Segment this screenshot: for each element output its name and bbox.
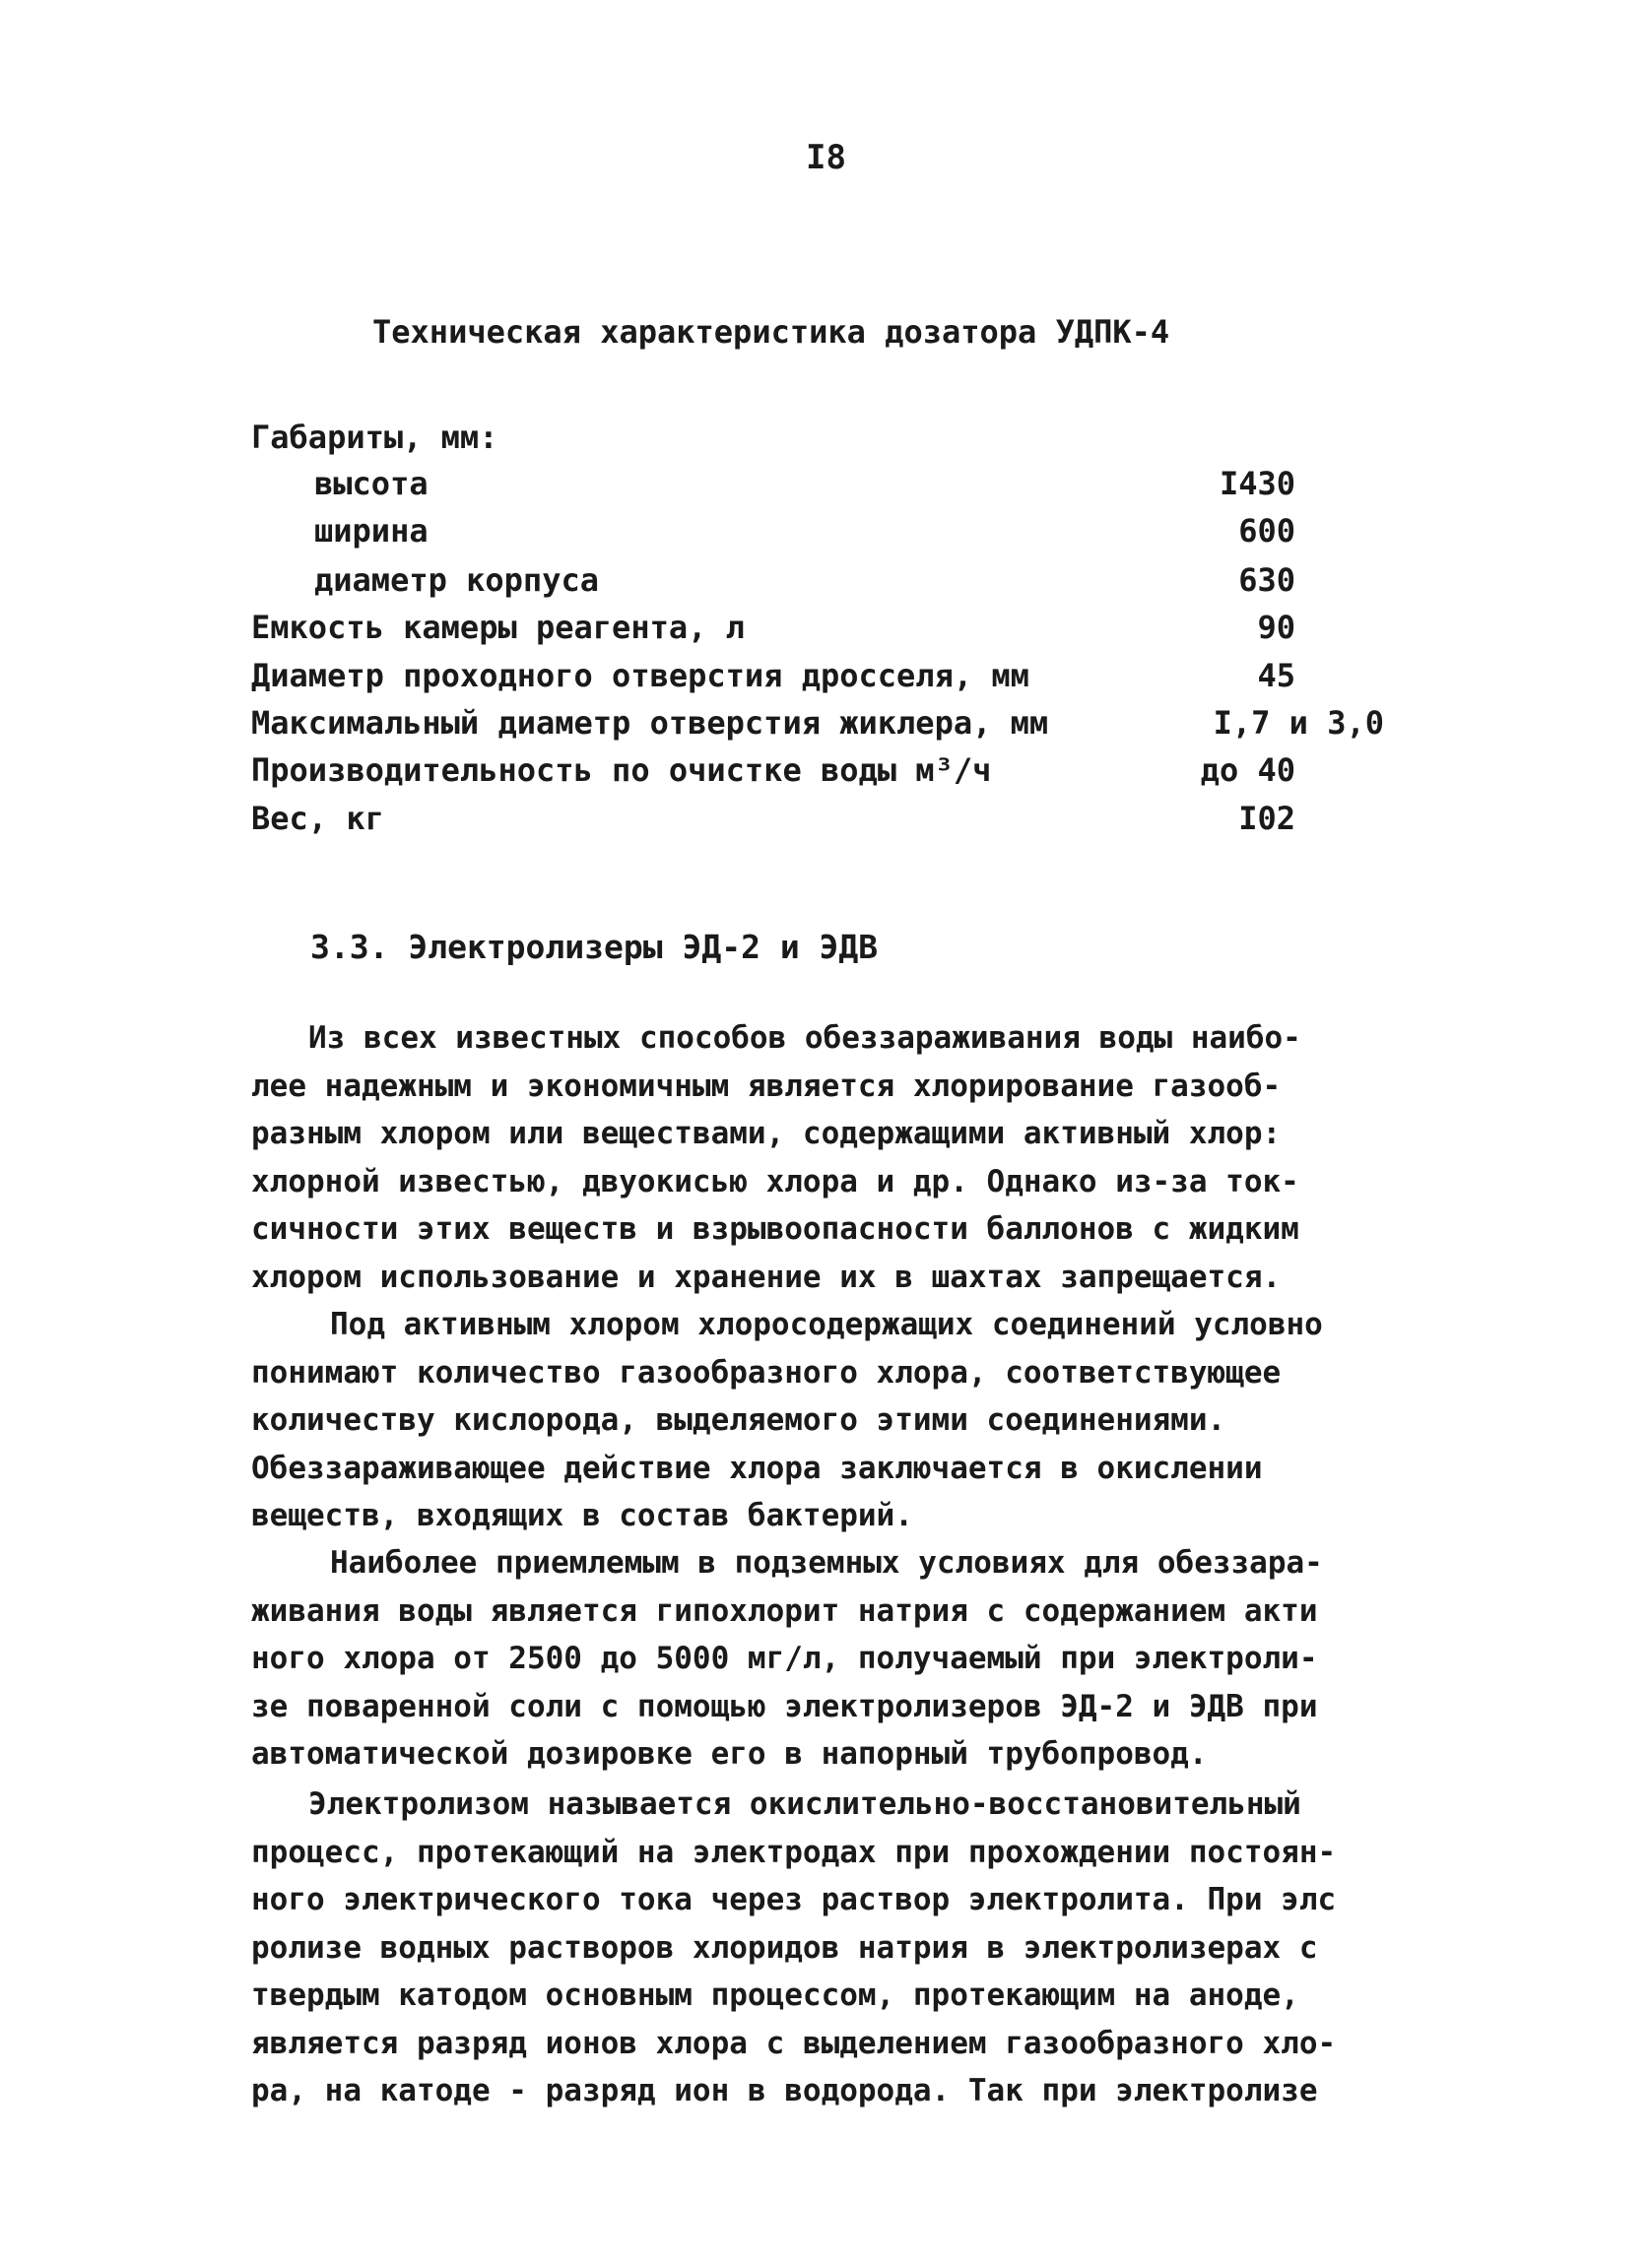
spec-label: Габариты, мм: [251,419,498,456]
paragraph-line: лее надежным и экономичным является хлорирование газооб- [251,1068,1282,1104]
paragraph-2 [251,1301,1414,1540]
spec-value: до 40 [1200,751,1295,789]
paragraph-line: зе поваренной соли с помощью электролизеров ЭД-2 и ЭДВ при [251,1688,1318,1724]
spec-row-throttle-diameter [251,657,1384,704]
spec-label: Емкость камеры реагента, л [251,609,745,646]
paragraph-line: Под активным хлором хлоросодержащих соединений условно [330,1307,1323,1342]
paragraph-line: является разряд ионов хлора с выделением газообразного хло- [251,2025,1337,2061]
paragraph-line: количеству кислорода, выделяемого этими соединениями. [251,1402,1226,1438]
paragraph-line: Обеззараживающее действие хлора заключается в окислении [251,1450,1263,1486]
spec-title: Техническая характеристика дозатора УДПК-4 [372,313,1170,351]
spec-value: 90 [1257,609,1295,646]
paragraph-line: хлором использование и хранение их в шахтах запрещается. [251,1259,1282,1295]
spec-label: Максимальный диаметр отверстия жиклера, мм [251,704,1049,742]
spec-row-dimensions [251,419,1384,466]
paragraph-line: Наиболее приемлемым в подземных условиях для обеззара- [330,1545,1323,1581]
paragraph-line: процесс, протекающий на электродах при прохождении постоян- [251,1834,1337,1870]
spec-row-jet-diameter [251,704,1384,751]
spec-label: Производительность по очистке воды м³/ч [251,751,992,789]
spec-row-width [251,512,1384,559]
paragraph-line: сичности этих веществ и взрывоопасности баллонов с жидким [251,1211,1299,1247]
spec-value: I02 [1238,800,1295,837]
spec-label: Вес, кг [251,800,384,837]
paragraph-line: ролизе водных растворов хлоридов натрия в электролизерах с [251,1929,1318,1966]
paragraph-line: живания воды является гипохлорит натрия с содержанием акти [251,1592,1318,1629]
paragraph-line: ного хлора от 2500 до 5000 мг/л, получаемый при электроли- [251,1641,1318,1676]
spec-row-body-diameter [251,561,1384,609]
paragraph-line: хлорной известью, двуокисью хлора и др. Однако из-за ток- [251,1163,1299,1199]
section-heading: 3.3. Электролизеры ЭД-2 и ЭДВ [310,928,879,966]
paragraph-line: разным хлором или веществами, содержащими активный хлор: [251,1116,1282,1151]
paragraph-line: понимают количество газообразного хлора, соответствующее [251,1354,1282,1391]
spec-value: I,7 и 3,0 [1213,704,1384,742]
paragraph-line: Электролизом называется окислительно-восстановительный [308,1786,1301,1822]
spec-value: 600 [1238,512,1295,550]
spec-label: высота [314,465,429,502]
paragraph-4 [251,1781,1414,2115]
paragraph-line: Из всех известных способов обеззараживания воды наибо- [308,1020,1301,1056]
paragraph-line: твердым катодом основным процессом, протекающим на аноде, [251,1977,1299,2013]
paragraph-line: ного электрического тока через раствор электролита. При элс [251,1882,1337,1917]
paragraph-line: веществ, входящих в состав бактерий. [251,1498,913,1533]
spec-row-weight [251,800,1384,847]
page-number: I8 [806,138,846,177]
spec-label: диаметр корпуса [314,561,599,599]
spec-row-capacity [251,751,1384,799]
spec-value: 45 [1257,657,1295,694]
spec-label: Диаметр проходного отверстия дросселя, мм [251,657,1029,694]
spec-value: I430 [1219,465,1295,502]
paragraph-3 [251,1539,1414,1779]
paragraph-1 [251,1014,1414,1301]
spec-row-chamber-capacity [251,609,1384,656]
spec-value: 630 [1238,561,1295,599]
paragraph-line: ра, на катоде - разряд ион в водорода. Так при электролизе [251,2073,1318,2108]
spec-label: ширина [314,512,429,550]
spec-row-height [251,465,1384,512]
paragraph-line: автоматической дозировке его в напорный трубопровод. [251,1736,1208,1772]
